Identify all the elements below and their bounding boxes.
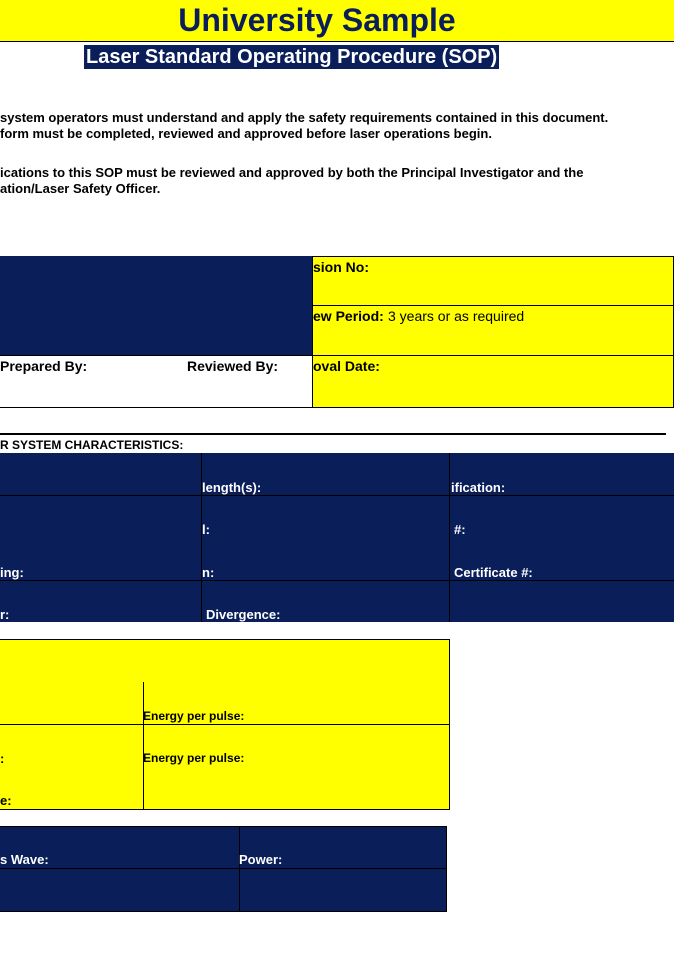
pulse-row3-col1-label: e: [0, 793, 12, 808]
page-title: University Sample [178, 2, 456, 38]
certificate-label: Certificate #: [454, 565, 533, 580]
review-period-cell [312, 305, 674, 356]
review-period-label: ew Period: [313, 308, 384, 324]
intro-line-4: ation/Laser Safety Officer. [0, 181, 161, 196]
cw-hline [0, 868, 447, 869]
review-period-value: 3 years or as required [388, 308, 525, 324]
revision-cell [312, 256, 674, 306]
divergence-label: Divergence: [206, 607, 281, 622]
prepared-by-label: Prepared By: [0, 358, 88, 374]
classification-label: ification: [451, 480, 506, 495]
col1-row4-label: r: [0, 607, 10, 622]
intro-line-3: ications to this SOP must be reviewed and approved by both the Principal Investigator and the [0, 165, 584, 180]
pulse-row2-col1-label: : [0, 751, 5, 766]
pulse-vline [143, 682, 144, 810]
logo-area [0, 256, 313, 356]
cw-vline [239, 826, 240, 912]
col1-row3-label: ing: [0, 565, 24, 580]
characteristics-grid [0, 453, 674, 622]
intro-line-2: form must be completed, reviewed and approved before laser operations begin. [0, 126, 492, 141]
cw-wave-label: s Wave: [0, 852, 49, 867]
grid-vline-2 [449, 453, 450, 622]
intro-line-1: system operators must understand and apply the safety requirements contained in this document. [0, 110, 609, 125]
energy-per-pulse-label-2: Energy per pulse: [143, 751, 245, 765]
title-banner [0, 0, 674, 42]
wavelength-label: length(s): [202, 480, 262, 495]
page-subtitle: Laser Standard Operating Procedure (SOP) [86, 46, 498, 68]
revision-label: sion No: [313, 259, 369, 275]
grid-vline-1 [201, 453, 202, 622]
serial-label: #: [454, 522, 466, 537]
cw-table [0, 826, 447, 912]
grid-hline-2 [0, 580, 674, 581]
col2-row3-label: n: [202, 565, 215, 580]
cw-power-label: Power: [239, 852, 283, 867]
characteristics-heading: R SYSTEM CHARACTERISTICS: [0, 438, 184, 452]
approval-date-label: oval Date: [313, 358, 380, 374]
heading-rule [0, 433, 666, 435]
reviewed-by-label: Reviewed By: [187, 358, 279, 374]
approval-date-cell [312, 355, 674, 408]
pulse-hline [0, 724, 450, 725]
grid-hline-1 [0, 495, 674, 496]
prepared-reviewed-cell [0, 355, 313, 408]
col2-row2-label: l: [202, 522, 210, 537]
energy-per-pulse-label-1: Energy per pulse: [143, 709, 245, 723]
